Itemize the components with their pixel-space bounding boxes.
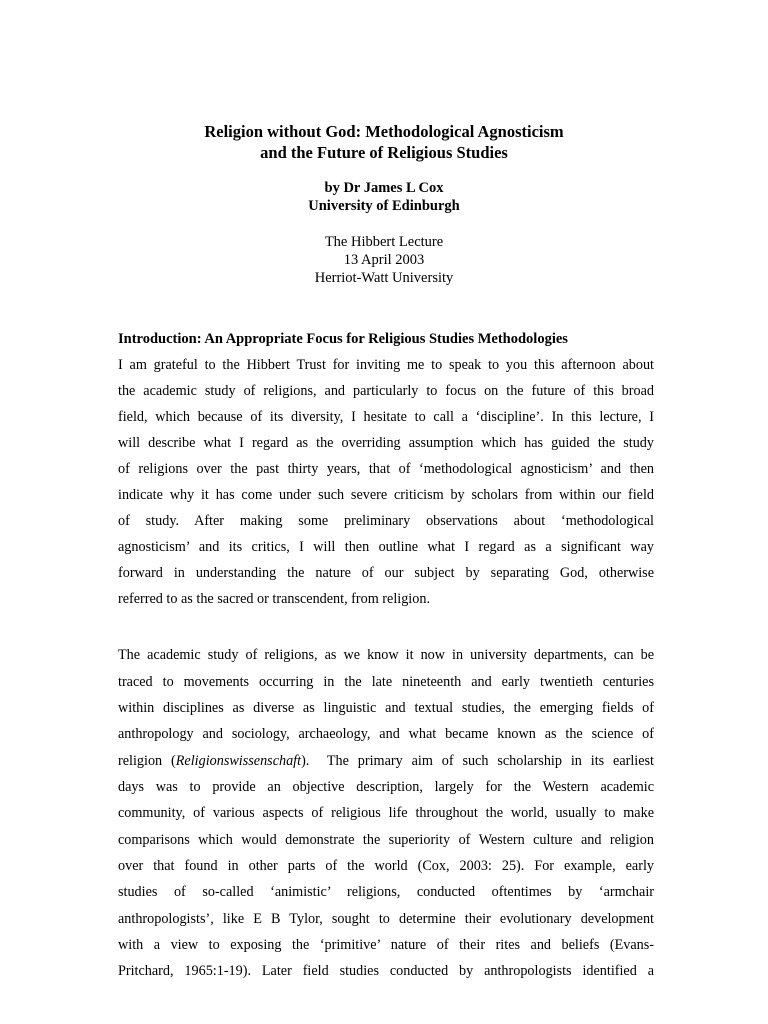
paragraph2-line: Pritchard, 1965:1-19). Later field studies conducted by anthropologists identified a [118,963,654,979]
paragraph1-line: of study. After making some preliminary observations about ‘methodological [118,513,654,529]
paragraph1-line: field, which because of its diversity, I hesitate to call a ‘discipline’. In this lecture, I [118,409,654,425]
paragraph1-line: will describe what I regard as the overriding assumption which has guided the study [118,435,654,451]
paragraph2-line: over that found in other parts of the world (Cox, 2003: 25). For example, early [118,858,654,874]
lecture-venue: Herriot-Watt University [314,270,454,286]
paragraph2-line: comparisons which would demonstrate the superiority of Western culture and religion [118,832,654,848]
lecture-name: The Hibbert Lecture [324,234,444,250]
lecture-date: 13 April 2003 [343,252,425,268]
paragraph2-line: community, of various aspects of religious life throughout the world, usually to make [118,805,654,821]
paragraph1-line: forward in understanding the nature of our subject by separating God, otherwise [118,565,654,581]
paragraph2-line: traced to movements occurring in the late nineteenth and early twentieth centuries [118,674,654,690]
author: by Dr James L Cox [324,180,444,196]
paragraph2-line-with-italic [118,752,654,770]
title-line-2: and the Future of Religious Studies [260,143,508,162]
paragraph1-line: I am grateful to the Hibbert Trust for inviting me to speak to you this afternoon about [118,357,654,373]
line-text: religion ( [118,753,176,769]
paragraph2-line: with a view to exposing the ‘primitive’ nature of their rites and beliefs (Evans- [118,937,654,953]
title-line-1: Religion without God: Methodological Agnosticism [204,122,564,141]
paragraph1-line: indicate why it has come under such severe criticism by scholars from within our field [118,487,654,503]
italic-term: Religionswissenschaft [175,753,302,769]
affiliation: University of Edinburgh [308,198,460,214]
paragraph2-line: anthropology and sociology, archaeology, and what became known as the science of [118,726,654,742]
line-text: ). The primary aim of such scholarship in its earliest [301,753,655,769]
paragraph1-line: referred to as the sacred or transcendent, from religion. [118,591,430,607]
paragraph2-line: within disciplines as diverse as linguistic and textual studies, the emerging fields of [118,700,654,716]
paragraph2-line: The academic study of religions, as we know it now in university departments, can be [118,647,654,663]
paragraph2-line: anthropologists’, like E B Tylor, sought to determine their evolutionary development [118,911,654,927]
paragraph2-line: studies of so-called ‘animistic’ religions, conducted oftentimes by ‘armchair [118,884,654,900]
paragraph1-line: agnosticism’ and its critics, I will then outline what I regard as a significant way [118,539,654,555]
paragraph1-line: the academic study of religions, and particularly to focus on the future of this broad [118,383,654,399]
paragraph1-line: of religions over the past thirty years, that of ‘methodological agnosticism’ and then [118,461,654,477]
section-heading: Introduction: An Appropriate Focus for Religious Studies Methodologies [118,331,568,347]
paragraph2-line: days was to provide an objective description, largely for the Western academic [118,779,654,795]
